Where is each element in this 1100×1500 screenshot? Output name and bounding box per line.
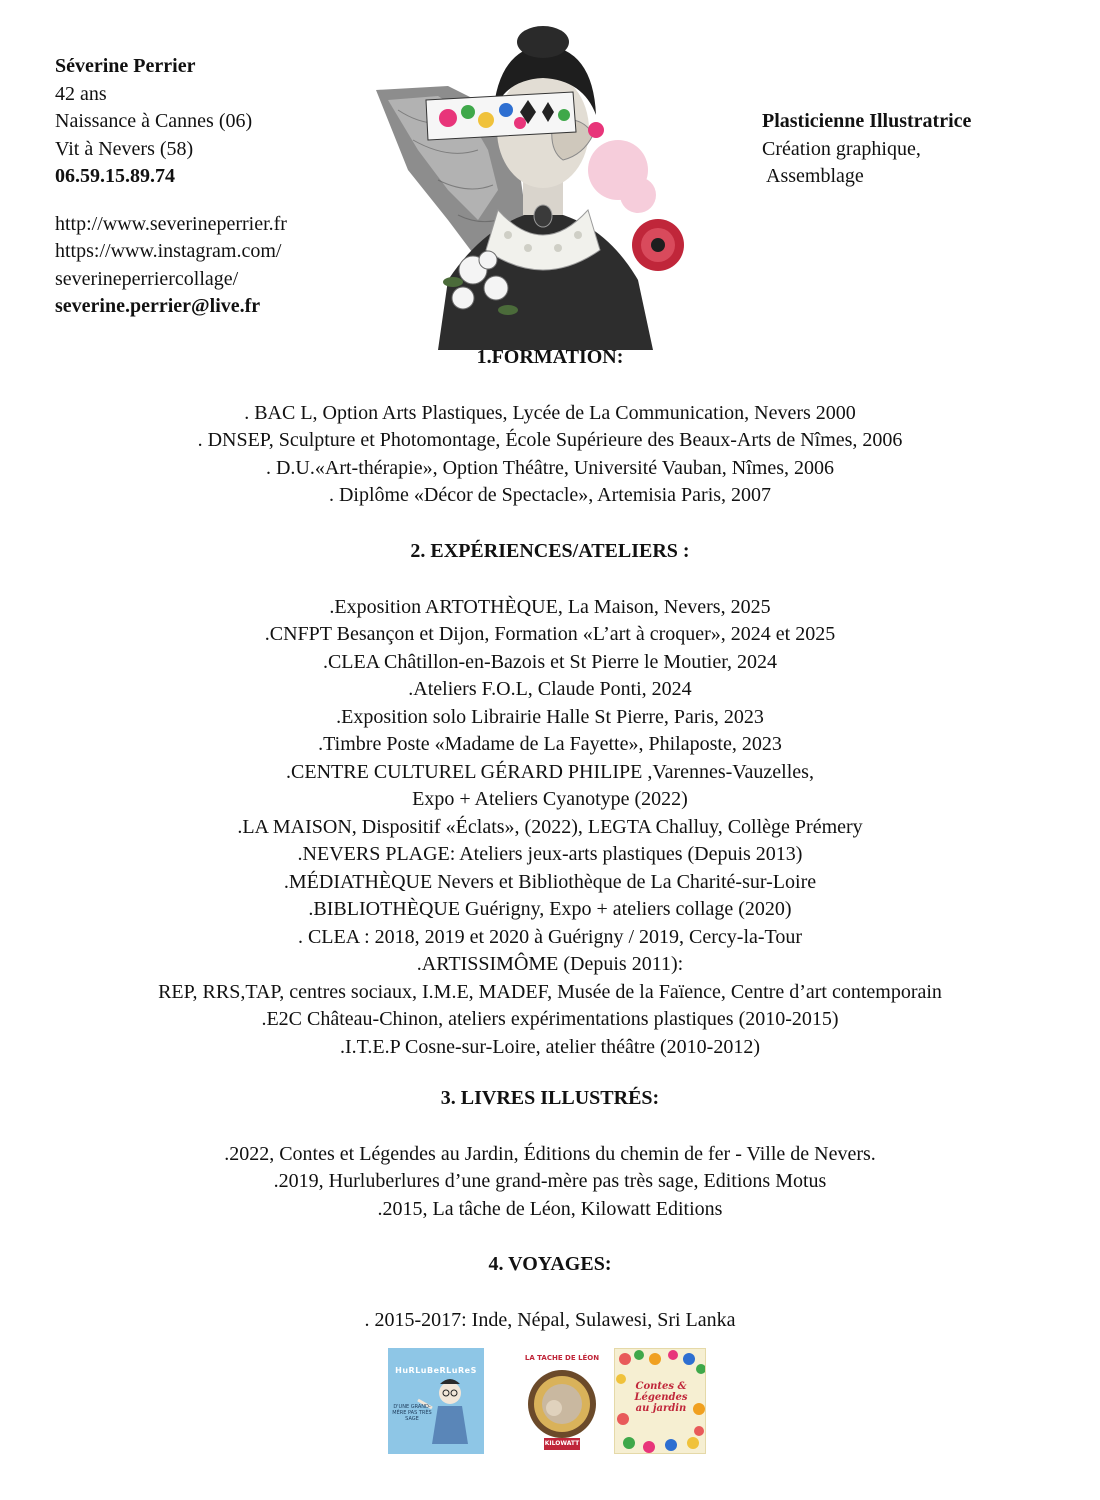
email-link[interactable]: severine.perrier@live.fr	[55, 295, 261, 317]
list-item: . 2015-2017: Inde, Népal, Sulawesi, Sri Lanka	[364, 1308, 736, 1331]
cover-title: LA TACHE DE LÉON	[524, 1354, 600, 1362]
list-item: .BIBLIOTHÈQUE Guérigny, Expo + ateliers collage (2020)	[308, 898, 792, 920]
instagram-link[interactable]: https://www.instagram.com/	[55, 240, 282, 262]
profession-block	[762, 108, 971, 191]
list-item: .MÉDIATHÈQUE Nevers et Bibliothèque de La Charité-sur-Loire	[283, 870, 817, 893]
list-item: .NEVERS PLAGE: Ateliers jeux-arts plastiques (Depuis 2013)	[297, 843, 803, 865]
list-item: .I.T.E.P Cosne-sur-Loire, atelier théâtre (2010-2012)	[339, 1035, 760, 1058]
artist-age: 42 ans	[55, 82, 107, 105]
list-item: .CENTRE CULTUREL GÉRARD PHILIPE ,Varennes-Vauzelles,	[286, 760, 814, 783]
list-item: REP, RRS,TAP, centres sociaux, I.M.E, MADEF, Musée de la Faïence, Centre d’art contemporain	[158, 980, 942, 1003]
list-item: . D.U.«Art-thérapie», Option Théâtre, Université Vauban, Nîmes, 2006	[265, 456, 835, 479]
experiences-list	[0, 594, 1100, 1062]
profession-title: Plasticienne Illustratrice	[762, 110, 972, 132]
residence: Vit à Nevers (58)	[55, 137, 194, 160]
list-item: .2015, La tâche de Léon, Kilowatt Editions	[377, 1197, 723, 1220]
section-voyages	[0, 1251, 1100, 1334]
section-heading: 2. EXPÉRIENCES/ATELIERS :	[410, 540, 690, 562]
contact-block	[55, 53, 287, 321]
list-item: .Exposition ARTOTHÈQUE, La Maison, Nevers, 2025	[329, 595, 771, 618]
cover-subtitle: D'UNE GRAND-MÈRE PAS TRÈS SAGE	[392, 1404, 432, 1422]
artist-name: Séverine Perrier	[55, 55, 196, 77]
list-item: .ARTISSIMÔME (Depuis 2011):	[416, 953, 684, 975]
list-item: . BAC L, Option Arts Plastiques, Lycée de La Communication, Nevers 2000	[244, 401, 856, 424]
book-cover-tache-de-leon	[514, 1348, 610, 1454]
voyages-list	[0, 1307, 1100, 1335]
list-item: .E2C Château-Chinon, ateliers expérimentations plastiques (2010-2015)	[261, 1008, 839, 1030]
list-item: . DNSEP, Sculpture et Photomontage, École Supérieure des Beaux-Arts de Nîmes, 2006	[197, 429, 903, 451]
website-link[interactable]: http://www.severineperrier.fr	[55, 212, 287, 235]
portrait-collage	[368, 20, 718, 350]
list-item: .CLEA Châtillon-en-Bazois et St Pierre le Moutier, 2024	[322, 650, 778, 673]
section-heading: 1.FORMATION:	[476, 346, 624, 368]
cover-title: Contes & Légendes au jardin	[634, 1381, 688, 1414]
section-heading: 3. LIVRES ILLUSTRÉS:	[440, 1087, 660, 1109]
list-item: .2019, Hurluberlures d’une grand-mère pas très sage, Editions Motus	[273, 1170, 827, 1192]
phone-number: 06.59.15.89.74	[55, 165, 175, 187]
book-covers	[388, 1348, 708, 1454]
list-item: .CNFPT Besançon et Dijon, Formation «L’art à croquer», 2024 et 2025	[264, 623, 836, 645]
formation-list	[0, 400, 1100, 510]
list-item: .Ateliers F.O.L, Claude Ponti, 2024	[408, 678, 692, 700]
list-item: .Exposition solo Librairie Halle St Pierre, Paris, 2023	[336, 705, 764, 728]
section-formation	[0, 344, 1100, 510]
section-heading: 4. VOYAGES:	[488, 1253, 612, 1275]
list-item: Expo + Ateliers Cyanotype (2022)	[412, 788, 688, 810]
profession-line-3: Assemblage	[766, 165, 864, 187]
book-cover-contes-legendes	[614, 1348, 706, 1454]
list-item: . Diplôme «Décor de Spectacle», Artemisia Paris, 2007	[328, 484, 772, 506]
birth-place: Naissance à Cannes (06)	[55, 110, 253, 132]
list-item: .2022, Contes et Légendes au Jardin, Éditions du chemin de fer - Ville de Nevers.	[224, 1142, 876, 1165]
list-item: .LA MAISON, Dispositif «Éclats», (2022), LEGTA Challuy, Collège Prémery	[237, 815, 863, 838]
books-list	[0, 1141, 1100, 1224]
instagram-link-continued[interactable]: severineperriercollage/	[55, 267, 239, 290]
profession-line-2: Création graphique,	[762, 137, 921, 160]
section-illustrated-books	[0, 1085, 1100, 1223]
list-item: .Timbre Poste «Madame de La Fayette», Philaposte, 2023	[318, 733, 782, 755]
section-experiences	[0, 538, 1100, 1061]
cover-title: HuRLuBeRLuReS	[395, 1366, 477, 1375]
book-cover-hurluberlures	[388, 1348, 484, 1454]
list-item: . CLEA : 2018, 2019 et 2020 à Guérigny / 2019, Cercy-la-Tour	[297, 925, 803, 948]
cover-publisher: KILOWATT	[544, 1440, 580, 1447]
